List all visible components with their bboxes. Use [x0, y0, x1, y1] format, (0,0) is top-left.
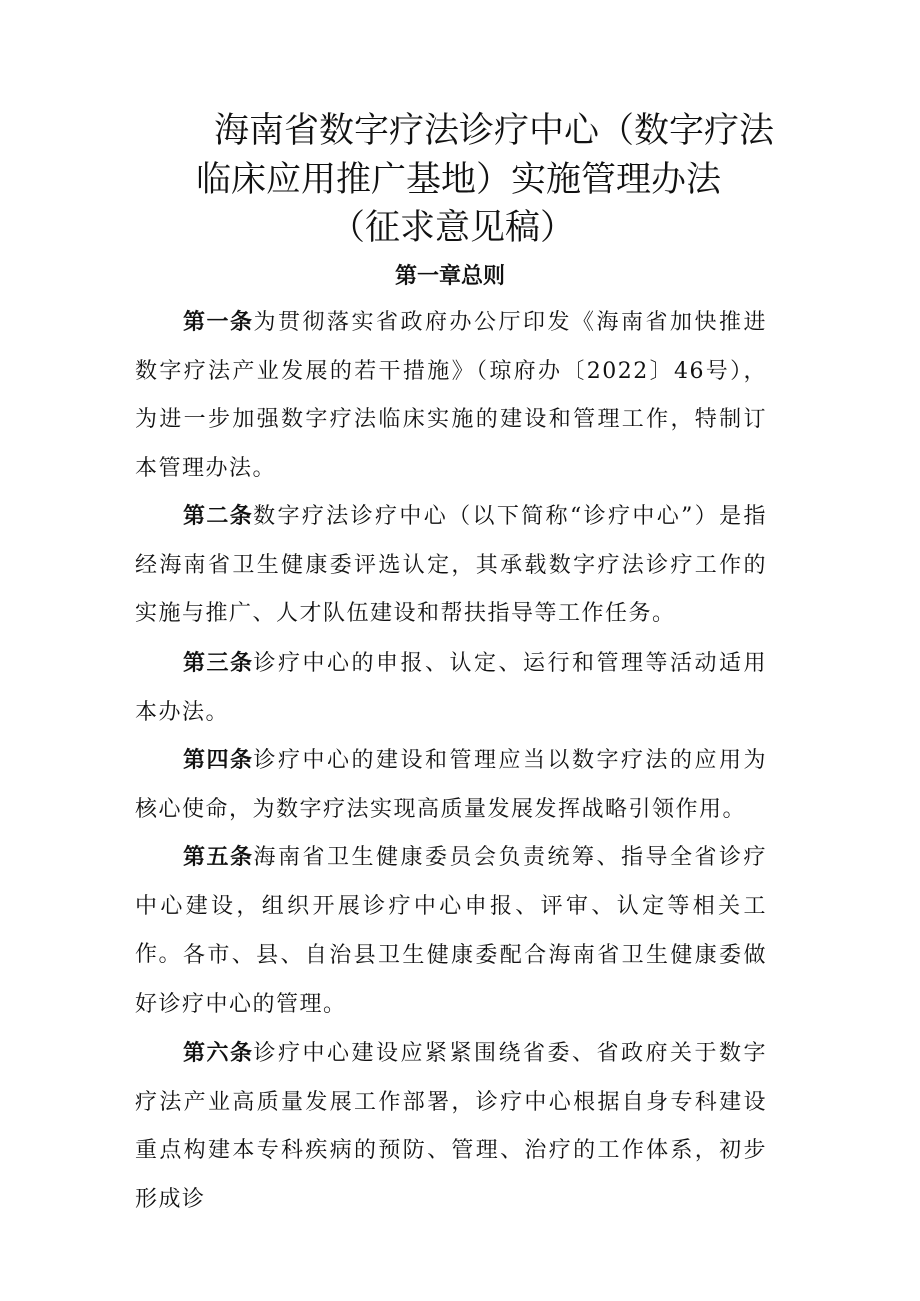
article-6: [135, 1030, 767, 1224]
title-line-2: 临床应用推广基地）实施管理办法: [196, 160, 722, 200]
article-text: 诊疗中心的建设和管理应当以数字疗法的应用为核心使命，为数字疗法实现高质量发展发挥战略引领作用。: [135, 748, 767, 822]
article-text: 诊疗中心的申报、认定、运行和管理等活动适用本办法。: [135, 651, 767, 725]
title-line-3: （征求意见稿）: [330, 208, 576, 248]
article-label: 第一条: [183, 310, 254, 335]
article-text: 数字疗法诊疗中心（以下简称“诊疗中心”）是指经海南省卫生健康委评选认定，其承载数字疗法诊疗工作的实施与推广、人才队伍建设和帮扶指导等工作任务。: [135, 504, 767, 626]
article-text: 诊疗中心建设应紧紧围绕省委、省政府关于数字疗法产业高质量发展工作部署，诊疗中心根据自身专科建设重点构建本专科疾病的预防、管理、治疗的工作体系，初步形成诊: [135, 1041, 767, 1212]
article-text: 海南省卫生健康委员会负责统筹、指导全省诊疗中心建设，组织开展诊疗中心申报、评审、认定等相关工作。: [135, 845, 767, 967]
article-label: 第二条: [183, 504, 254, 529]
article-label: 第三条: [183, 651, 254, 676]
article-label: 第四条: [183, 748, 254, 773]
article-4: [135, 737, 767, 834]
article-5-paragraph-2: [135, 932, 767, 1029]
article-text: 为贯彻落实省政府办公厅印发《海南省加快推进数字疗法产业发展的若干措施》（琼府办〔2022〕46号），为进一步加强数字疗法临床实施的建设和管理工作，特制订本管理办法。: [135, 310, 767, 481]
article-label: 第五条: [183, 845, 254, 870]
article-1: [135, 299, 767, 493]
article-text: 各市、县、自治县卫生健康委配合海南省卫生健康委做好诊疗中心的管理。: [135, 943, 767, 1017]
article-2: [135, 493, 767, 639]
article-label: 第六条: [183, 1041, 254, 1066]
chapter-heading: 第一章总则: [395, 264, 506, 289]
title-line-1: 海南省数字疗法诊疗中心（数字疗法: [214, 111, 775, 151]
article-3: [135, 640, 767, 737]
